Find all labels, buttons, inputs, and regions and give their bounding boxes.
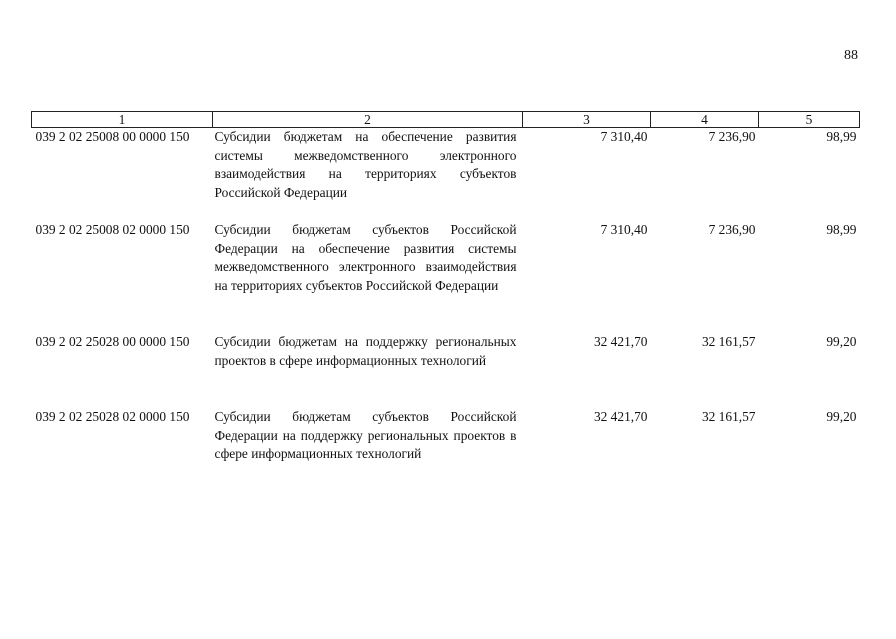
value-col-5: 98,99 bbox=[826, 222, 857, 237]
value-col-3: 32 421,70 bbox=[593, 334, 648, 349]
value-col-5: 99,20 bbox=[826, 334, 857, 349]
value-col-3: 7 310,40 bbox=[600, 129, 648, 144]
value-col-5: 98,99 bbox=[826, 129, 857, 144]
budget-item-name: Субсидии бюджетам субъектов Российской Федерации на обеспечение развития системы межведомственного электронного взаимодействия на территориях субъектов Российской Федерации bbox=[214, 222, 517, 293]
budget-code: 039 2 02 25028 02 0000 150 bbox=[35, 409, 190, 424]
table-row bbox=[32, 333, 860, 408]
budget-table bbox=[31, 111, 860, 468]
header-col-2: 2 bbox=[213, 112, 523, 128]
value-col-3: 7 310,40 bbox=[600, 222, 648, 237]
table-header-row bbox=[32, 112, 860, 128]
budget-code: 039 2 02 25028 00 0000 150 bbox=[35, 334, 190, 349]
value-col-4: 32 161,57 bbox=[701, 409, 756, 424]
value-col-3: 32 421,70 bbox=[593, 409, 648, 424]
budget-code: 039 2 02 25008 00 0000 150 bbox=[35, 129, 190, 144]
header-col-3: 3 bbox=[523, 112, 651, 128]
table-row bbox=[32, 128, 860, 222]
header-col-5: 5 bbox=[759, 112, 860, 128]
value-col-5: 99,20 bbox=[826, 409, 857, 424]
page-number: 88 bbox=[844, 48, 858, 63]
header-col-4: 4 bbox=[651, 112, 759, 128]
table-row bbox=[32, 221, 860, 333]
table-row bbox=[32, 408, 860, 468]
budget-item-name: Субсидии бюджетам на поддержку региональных проектов в сфере информационных технологий bbox=[214, 334, 517, 368]
header-col-1: 1 bbox=[32, 112, 213, 128]
value-col-4: 7 236,90 bbox=[708, 129, 756, 144]
budget-item-name: Субсидии бюджетам субъектов Российской Федерации на поддержку региональных проектов в сфере информационных технологий bbox=[214, 409, 517, 461]
budget-item-name: Субсидии бюджетам на обеспечение развития системы межведомственного электронного взаимодействия на территориях субъектов Российской Федерации bbox=[214, 129, 517, 200]
value-col-4: 7 236,90 bbox=[708, 222, 756, 237]
value-col-4: 32 161,57 bbox=[701, 334, 756, 349]
budget-code: 039 2 02 25008 02 0000 150 bbox=[35, 222, 190, 237]
